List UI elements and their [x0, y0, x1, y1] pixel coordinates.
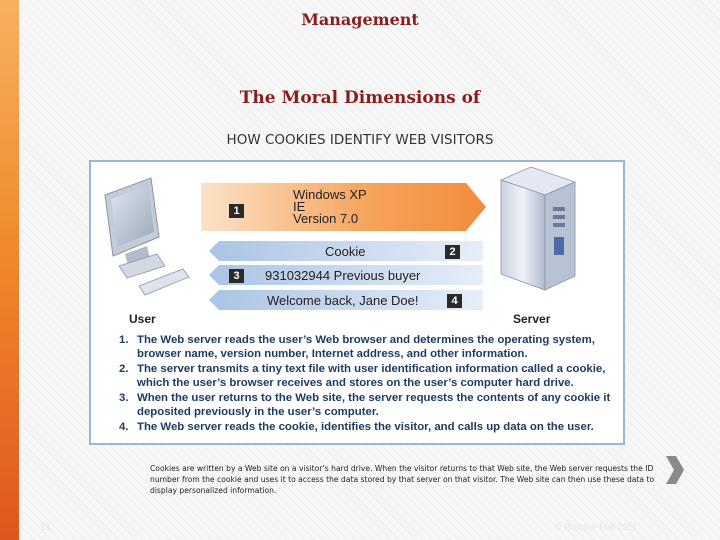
figure-caption: Cookies are written by a Web site on a visitor’s hard drive. When the visitor returns to that Web site, the Web server requests the ID number from the cookie and uses it to access the data stored by that server on that visitor. The Web site can then use these data to display personalized information. [150, 464, 655, 495]
step-item [119, 334, 619, 361]
desktop-computer-icon [105, 178, 189, 295]
step-list [119, 334, 619, 437]
orange-side-bar [0, 0, 19, 540]
server-label: Server [513, 312, 551, 326]
step-number: 1. [119, 334, 129, 346]
chevron-right-icon[interactable] [664, 454, 686, 486]
figure-heading: HOW COOKIES IDENTIFY WEB VISITORS [226, 132, 494, 148]
step-text: The server transmits a tiny text file with user identification information called a cookie, which the user’s browser receives and stores on the user’s computer hard drive. [137, 363, 606, 389]
request-browser: IE [293, 199, 306, 214]
slide-title-top: Management [301, 10, 419, 29]
user-label: User [129, 312, 156, 326]
step-text: The Web server reads the user’s Web browser and determines the operating system, browser name, version number, Internet address, and other information. [137, 334, 595, 360]
step-number-3: 3 [229, 269, 244, 283]
step-item [119, 363, 619, 390]
step-number-1: 1 [229, 204, 244, 218]
step-number-2: 2 [445, 245, 460, 259]
step-item [119, 392, 619, 419]
step-text: The Web server reads the cookie, identifies the visitor, and calls up data on the user. [137, 421, 594, 433]
server-tower-icon [501, 167, 575, 290]
step-number-4: 4 [447, 294, 462, 308]
id-label: 931032944 Previous buyer [265, 268, 421, 283]
step-item [119, 421, 619, 435]
slide-title-main: The Moral Dimensions of [239, 88, 481, 108]
footer-copyright: © Prentice Hall 2011 [555, 522, 638, 532]
cookie-diagram [89, 160, 625, 445]
step-number: 3. [119, 392, 129, 404]
step-text: When the user returns to the Web site, the server requests the contents of any cookie it deposited previously in the user’s computer. [137, 392, 611, 418]
request-version: Version 7.0 [293, 211, 359, 226]
request-info [293, 189, 367, 225]
cookie-label: Cookie [325, 244, 366, 259]
step-number: 2. [119, 363, 129, 375]
page-number: 13 [40, 522, 51, 532]
request-os: Windows XP [293, 187, 367, 202]
welcome-label: Welcome back, Jane Doe! [267, 293, 419, 308]
step-number: 4. [119, 421, 129, 433]
